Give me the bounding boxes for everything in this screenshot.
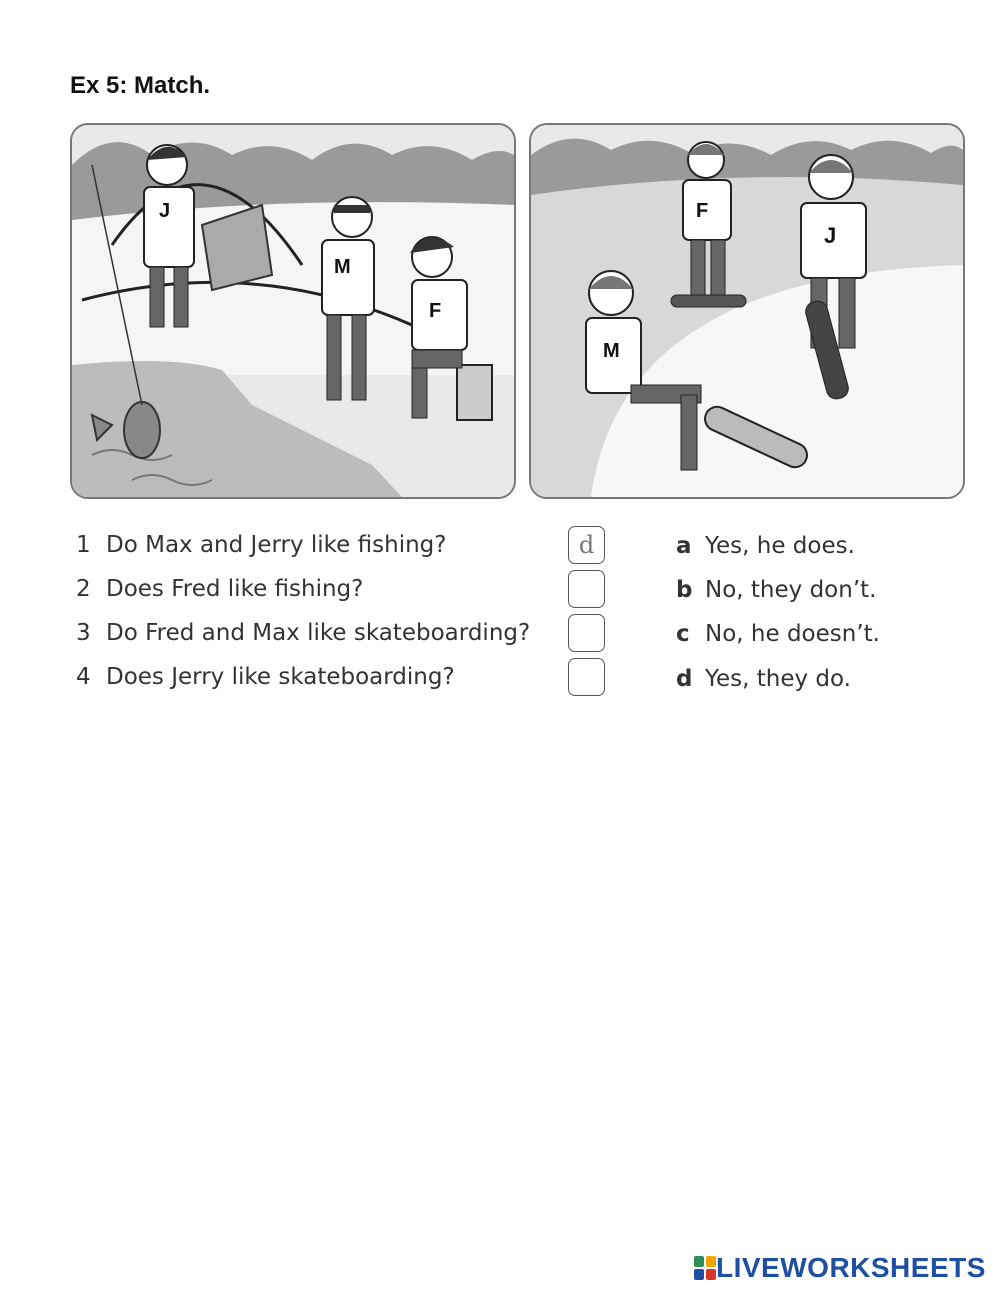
option-row	[676, 659, 851, 699]
option-row	[676, 526, 855, 566]
brand-name: LIVEWORKSHEETS	[716, 1252, 986, 1283]
question-row	[76, 613, 530, 653]
shirt-letter: J	[824, 223, 837, 248]
shirt-letter: F	[429, 300, 442, 322]
answer-box-4[interactable]	[568, 658, 605, 696]
question-text: Do Fred and Max like skateboarding?	[106, 620, 531, 646]
question-row	[76, 569, 363, 609]
option-text: No, they don’t.	[705, 577, 877, 603]
answer-box-3[interactable]	[568, 614, 605, 652]
question-text: Do Max and Jerry like fishing?	[106, 532, 447, 558]
option-text: Yes, they do.	[705, 666, 851, 692]
question-number: 1	[76, 532, 91, 558]
option-letter: c	[676, 621, 690, 647]
answer-box-1[interactable]: d	[568, 526, 605, 564]
question-number: 3	[76, 620, 91, 646]
shirt-letter: J	[159, 200, 171, 222]
question-row	[76, 657, 455, 697]
question-text: Does Jerry like skateboarding?	[106, 664, 455, 690]
question-text: Does Fred like fishing?	[106, 576, 364, 602]
exercise-title: Ex 5: Match.	[70, 72, 211, 99]
option-row	[676, 614, 880, 654]
liveworksheets-logo[interactable]	[694, 1252, 986, 1284]
answer-box-2[interactable]	[568, 570, 605, 608]
skateboarding-scene	[531, 125, 963, 497]
fishing-illustration	[70, 123, 516, 499]
option-letter: d	[676, 666, 693, 692]
option-letter: b	[676, 577, 693, 603]
option-text: Yes, he does.	[705, 533, 855, 559]
option-row	[676, 570, 876, 610]
shirt-letter: F	[696, 200, 709, 222]
fishing-scene	[72, 125, 514, 497]
option-letter: a	[676, 533, 692, 559]
skateboarding-illustration	[529, 123, 965, 499]
option-text: No, he doesn’t.	[705, 621, 880, 647]
question-row	[76, 525, 446, 565]
liveworksheets-icon	[694, 1256, 716, 1280]
fish	[124, 402, 160, 458]
question-number: 2	[76, 576, 91, 602]
shirt-letter: M	[334, 256, 351, 278]
shirt-letter: M	[603, 340, 620, 362]
question-number: 4	[76, 664, 91, 690]
